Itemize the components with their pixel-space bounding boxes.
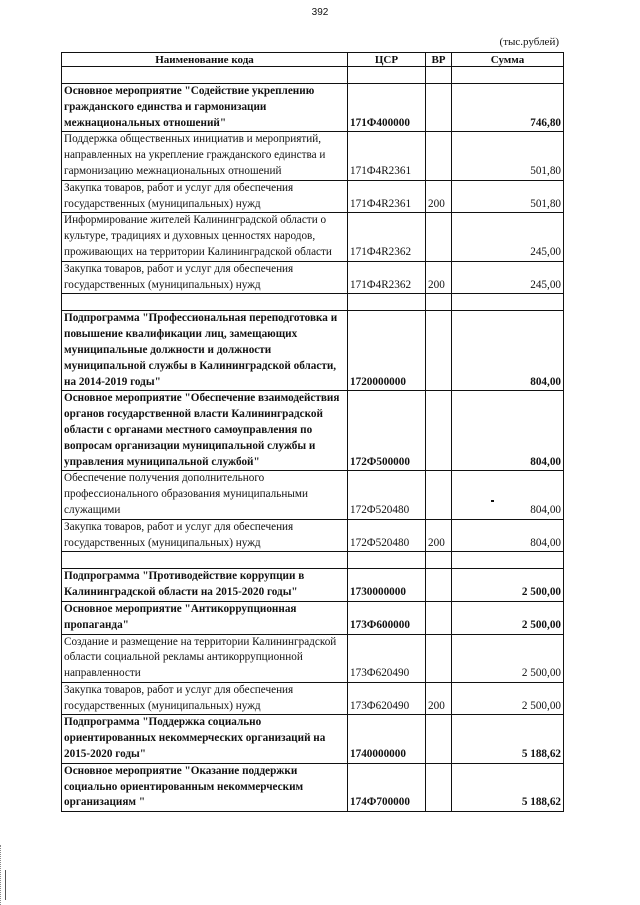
- table-header-row: [62, 53, 564, 67]
- vr-cell: 200: [426, 180, 452, 213]
- spacer-cell: [452, 294, 564, 311]
- spacer-row: [62, 294, 564, 311]
- sum-cell: 501,80: [452, 132, 564, 180]
- spacer-cell: [348, 294, 426, 311]
- sum-cell: 2 500,00: [452, 569, 564, 602]
- table-row: [62, 471, 564, 519]
- vr-cell: [426, 132, 452, 180]
- csr-cell: 1740000000: [348, 715, 426, 763]
- spacer-cell: [452, 67, 564, 84]
- sum-cell: 2 500,00: [452, 601, 564, 634]
- vr-cell: [426, 569, 452, 602]
- sum-cell: 5 188,62: [452, 715, 564, 763]
- spacer-cell: [348, 552, 426, 569]
- spacer-row: [62, 67, 564, 84]
- vr-cell: [426, 715, 452, 763]
- csr-cell: 173Ф620490: [348, 634, 426, 682]
- sum-cell: 2 500,00: [452, 682, 564, 715]
- sum-cell: 245,00: [452, 261, 564, 294]
- table-row: [62, 634, 564, 682]
- spacer-cell: [426, 67, 452, 84]
- table-row: [62, 601, 564, 634]
- table-row: [62, 763, 564, 811]
- csr-cell: 171Ф4R2361: [348, 180, 426, 213]
- vr-cell: [426, 311, 452, 391]
- spacer-cell: [62, 67, 348, 84]
- vr-cell: 200: [426, 682, 452, 715]
- csr-cell: 171Ф400000: [348, 84, 426, 132]
- name-cell: Закупка товаров, работ и услуг для обеспечения государственных (муниципальных) нужд: [62, 682, 348, 715]
- csr-cell: 171Ф4R2361: [348, 132, 426, 180]
- header-name: Наименование кода: [62, 53, 348, 67]
- scan-edge-mark: [5, 870, 6, 900]
- csr-cell: 174Ф700000: [348, 763, 426, 811]
- sum-cell: 746,80: [452, 84, 564, 132]
- sum-cell: 804,00: [452, 311, 564, 391]
- name-cell: Информирование жителей Калининградской области о культуре, традициях и духовных ценностях народов, проживающих на территории Калининградской области: [62, 213, 348, 261]
- header-csr: ЦСР: [348, 53, 426, 67]
- vr-cell: [426, 634, 452, 682]
- stray-ink-mark: [491, 500, 494, 502]
- table-row: [62, 519, 564, 552]
- csr-cell: 1720000000: [348, 311, 426, 391]
- name-cell: Обеспечение получения дополнительного профессионального образования муниципальными служащими: [62, 471, 348, 519]
- table-body: [62, 67, 564, 812]
- table-row: [62, 391, 564, 471]
- csr-cell: 171Ф4R2362: [348, 213, 426, 261]
- name-cell: Создание и размещение на территории Калининградской области социальной рекламы антикоррупционной направленности: [62, 634, 348, 682]
- budget-table: [61, 52, 564, 812]
- table-row: [62, 311, 564, 391]
- header-sum: Сумма: [452, 53, 564, 67]
- spacer-cell: [348, 67, 426, 84]
- name-cell: Подпрограмма "Профессиональная переподготовка и повышение квалификации лиц, замещающих муниципальные должности и должности муниципальной службы в Калининградской области, на 2014-2019 годы": [62, 311, 348, 391]
- name-cell: Основное мероприятие "Оказание поддержки социально ориентированным некоммерческим организациям ": [62, 763, 348, 811]
- csr-cell: 173Ф600000: [348, 601, 426, 634]
- csr-cell: 171Ф4R2362: [348, 261, 426, 294]
- name-cell: Подпрограмма "Поддержка социально ориентированных некоммерческих организаций на 2015-2020 годы": [62, 715, 348, 763]
- spacer-cell: [426, 294, 452, 311]
- spacer-cell: [452, 552, 564, 569]
- vr-cell: [426, 213, 452, 261]
- table-row: [62, 715, 564, 763]
- spacer-cell: [426, 552, 452, 569]
- table-row: [62, 84, 564, 132]
- table-row: [62, 682, 564, 715]
- sum-cell: 804,00: [452, 519, 564, 552]
- vr-cell: 200: [426, 261, 452, 294]
- table-row: [62, 132, 564, 180]
- name-cell: Основное мероприятие "Содействие укреплению гражданского единства и гармонизации межнациональных отношений": [62, 84, 348, 132]
- name-cell: Основное мероприятие "Антикоррупционная пропаганда": [62, 601, 348, 634]
- vr-cell: 200: [426, 519, 452, 552]
- csr-cell: 172Ф520480: [348, 519, 426, 552]
- spacer-cell: [62, 294, 348, 311]
- vr-cell: [426, 391, 452, 471]
- csr-cell: 1730000000: [348, 569, 426, 602]
- sum-cell: 5 188,62: [452, 763, 564, 811]
- csr-cell: 172Ф520480: [348, 471, 426, 519]
- name-cell: Поддержка общественных инициатив и мероприятий, направленных на укрепление гражданского единства и гармонизацию межнациональных отношений: [62, 132, 348, 180]
- name-cell: Подпрограмма "Противодействие коррупции в Калининградской области на 2015-2020 годы": [62, 569, 348, 602]
- table-row: [62, 213, 564, 261]
- name-cell: Закупка товаров, работ и услуг для обеспечения государственных (муниципальных) нужд: [62, 519, 348, 552]
- csr-cell: 172Ф500000: [348, 391, 426, 471]
- name-cell: Основное мероприятие "Обеспечение взаимодействия органов государственной власти Калининградской области с органами местного самоуправления по вопросам организации муниципальной службы и управления муниципальной службой": [62, 391, 348, 471]
- name-cell: Закупка товаров, работ и услуг для обеспечения государственных (муниципальных) нужд: [62, 261, 348, 294]
- spacer-cell: [62, 552, 348, 569]
- sum-cell: 804,00: [452, 471, 564, 519]
- page-number: 392: [311, 7, 329, 18]
- units-label: (тыс.рублей): [499, 36, 559, 48]
- table-row: [62, 261, 564, 294]
- sum-cell: 501,80: [452, 180, 564, 213]
- table-row: [62, 569, 564, 602]
- vr-cell: [426, 84, 452, 132]
- spacer-row: [62, 552, 564, 569]
- vr-cell: [426, 763, 452, 811]
- name-cell: Закупка товаров, работ и услуг для обеспечения государственных (муниципальных) нужд: [62, 180, 348, 213]
- sum-cell: 804,00: [452, 391, 564, 471]
- scan-edge-mark: [0, 845, 2, 905]
- header-vr: ВР: [426, 53, 452, 67]
- sum-cell: 245,00: [452, 213, 564, 261]
- vr-cell: [426, 471, 452, 519]
- sum-cell: 2 500,00: [452, 634, 564, 682]
- table-row: [62, 180, 564, 213]
- vr-cell: [426, 601, 452, 634]
- csr-cell: 173Ф620490: [348, 682, 426, 715]
